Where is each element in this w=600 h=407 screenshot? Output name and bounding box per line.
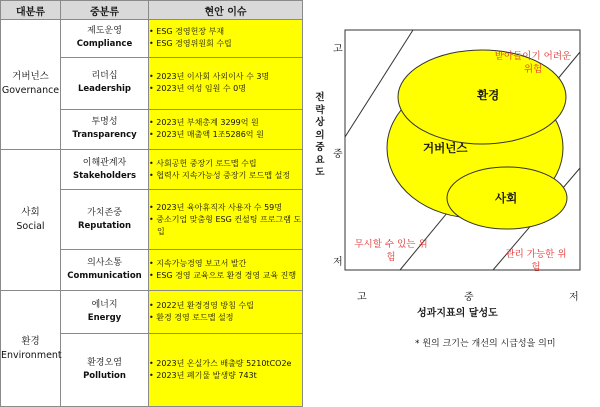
subcategory-ko: 리더십 bbox=[91, 71, 118, 82]
zone-label-manageable: 관리 가능한 위험 bbox=[505, 249, 567, 273]
risk-matrix-diagram bbox=[305, 0, 600, 407]
issue-cell bbox=[149, 110, 303, 150]
subcategory-en: Transparency bbox=[72, 130, 137, 141]
issue-item: • 협력사 지속가능성 중장기 로드맵 설정 bbox=[149, 170, 302, 182]
y-tick-low: 저 bbox=[333, 257, 343, 268]
subcategory-ko: 제도운영 bbox=[87, 26, 122, 37]
issue-item: • 2023년 폐기물 발생량 743t bbox=[149, 370, 302, 382]
subcategory-en: Energy bbox=[87, 313, 122, 324]
issue-cell bbox=[149, 57, 303, 110]
y-axis-title: 전략상의중요도 bbox=[315, 92, 325, 178]
subcategory-en: Leadership bbox=[77, 84, 132, 95]
issue-cell bbox=[149, 250, 303, 291]
subcategory-cell bbox=[61, 57, 149, 110]
table-row bbox=[1, 20, 303, 58]
issue-item: • 환경 경영 로드맵 설정 bbox=[149, 312, 302, 324]
issue-item: • 2023년 이사회 사외이사 수 3명 bbox=[149, 71, 302, 83]
issue-item: • ESG 경영위원회 수립 bbox=[149, 38, 302, 50]
issue-item: • 2023년 여성 임원 수 0명 bbox=[149, 83, 302, 95]
subcategory-en: Reputation bbox=[77, 220, 132, 231]
category-ko: 거버넌스 bbox=[12, 71, 49, 83]
issue-item: • 중소기업 맞춤형 ESG 컨설팅 프로그램 도입 bbox=[149, 214, 302, 238]
subcategory-ko: 이해관계자 bbox=[82, 157, 127, 168]
subcategory-en: Communication bbox=[67, 271, 142, 282]
issue-item: • ESG 경영 교육으로 환경 경영 교육 진행 bbox=[149, 270, 302, 282]
header-issue: 현안 이슈 bbox=[149, 1, 303, 20]
subcategory-cell bbox=[61, 334, 149, 407]
subcategory-ko: 투명성 bbox=[91, 117, 118, 128]
header-subcategory: 중분류 bbox=[61, 1, 149, 20]
x-axis-title: 성과지표의 달성도 bbox=[417, 308, 498, 319]
subcategory-cell bbox=[61, 110, 149, 150]
category-social bbox=[1, 149, 61, 291]
issue-cell bbox=[149, 149, 303, 190]
issue-item: • 사회공헌 중장기 로드맵 수립 bbox=[149, 158, 302, 170]
subcategory-ko: 의사소통 bbox=[87, 258, 122, 269]
subcategory-en: Compliance bbox=[76, 39, 133, 50]
issue-cell bbox=[149, 291, 303, 334]
subcategory-cell bbox=[61, 149, 149, 190]
category-governance bbox=[1, 20, 61, 150]
zone-label-unacceptable: 받아들이기 어려운 위험 bbox=[494, 51, 572, 75]
subcategory-cell bbox=[61, 250, 149, 291]
category-en: Governance bbox=[1, 85, 60, 97]
table-row bbox=[1, 149, 303, 190]
issue-item: • ESG 경영헌장 부재 bbox=[149, 26, 302, 38]
table-header-row bbox=[1, 1, 303, 20]
issue-item: • 2023년 육아휴직자 사용자 수 59명 bbox=[149, 202, 302, 214]
y-tick-high: 고 bbox=[333, 44, 343, 55]
issue-cell bbox=[149, 334, 303, 407]
category-environment bbox=[1, 291, 61, 407]
issue-item: • 2022년 환경경영 방침 수립 bbox=[149, 300, 302, 312]
y-tick-mid: 중 bbox=[333, 149, 343, 160]
subcategory-en: Stakeholders bbox=[72, 170, 136, 181]
subcategory-cell bbox=[61, 190, 149, 250]
bubble-label-environment: 환경 bbox=[477, 88, 500, 102]
x-tick-high: 고 bbox=[357, 292, 367, 303]
subcategory-en: Pollution bbox=[83, 371, 126, 382]
issue-cell bbox=[149, 190, 303, 250]
subcategory-ko: 환경오염 bbox=[87, 358, 122, 369]
subcategory-cell bbox=[61, 20, 149, 58]
subcategory-cell bbox=[61, 291, 149, 334]
subcategory-ko: 가치존중 bbox=[87, 207, 122, 218]
issue-item: • 2023년 부채총계 3299억 원 bbox=[149, 117, 302, 129]
issue-cell bbox=[149, 20, 303, 58]
subcategory-ko: 에너지 bbox=[91, 300, 118, 311]
table-row bbox=[1, 291, 303, 334]
size-note: * 원의 크기는 개선의 시급성을 의미 bbox=[415, 339, 556, 349]
header-category: 대분류 bbox=[1, 1, 61, 20]
x-tick-low: 저 bbox=[569, 292, 579, 303]
issue-item: • 2023년 온실가스 배출량 5210tCO2e bbox=[149, 358, 302, 370]
category-ko: 사회 bbox=[21, 206, 40, 218]
issue-item: • 지속가능경영 보고서 발간 bbox=[149, 258, 302, 270]
zone-label-negligible: 무시할 수 있는 위험 bbox=[354, 239, 428, 263]
bubble-label-social: 사회 bbox=[495, 191, 518, 205]
x-tick-mid: 중 bbox=[464, 292, 474, 303]
category-ko: 환경 bbox=[21, 335, 40, 347]
issue-item: • 2023년 매출액 1조5286억 원 bbox=[149, 129, 302, 141]
bubble-label-governance: 거버넌스 bbox=[423, 141, 468, 155]
category-en: Environment bbox=[1, 349, 62, 361]
category-en: Social bbox=[16, 220, 45, 232]
